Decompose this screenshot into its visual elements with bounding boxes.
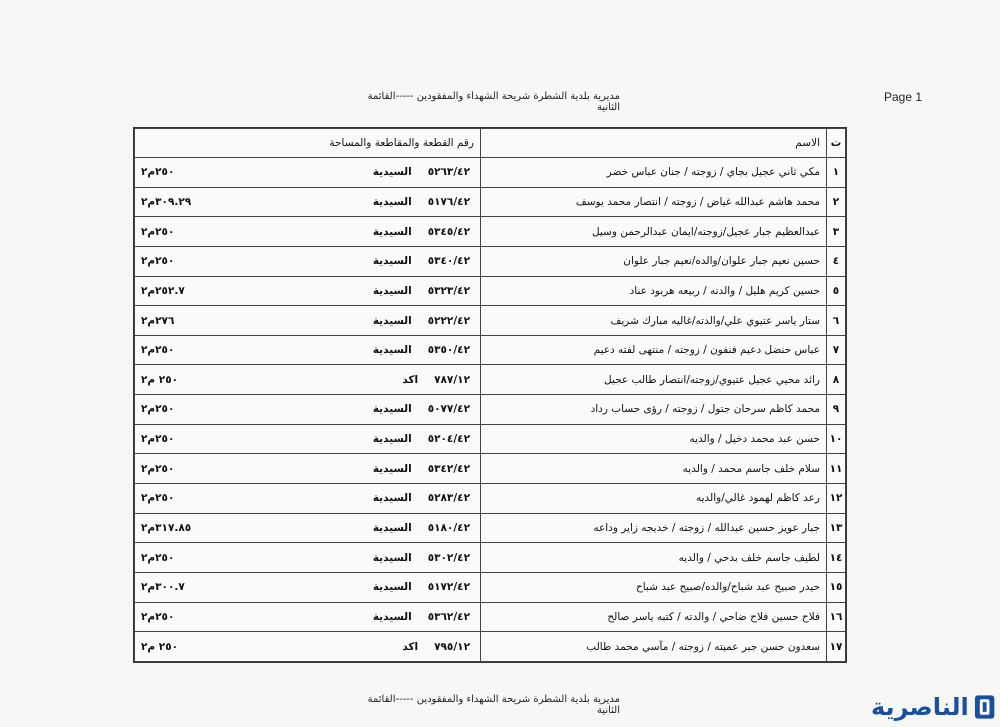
plot-location: السيدية xyxy=(372,166,412,179)
row-number: ٤ xyxy=(827,246,846,276)
plot-code: ٥٣٤٠/٤٢ xyxy=(427,255,470,268)
row-number: ١٤ xyxy=(827,543,846,573)
nasiriyah-logo xyxy=(871,691,996,723)
plot-code: ٥٠٧٧/٤٢ xyxy=(427,403,470,416)
plot-location: السيدية xyxy=(372,462,412,475)
table-row xyxy=(135,246,846,276)
table-row xyxy=(135,276,846,306)
row-name: عباس حنضل دعيم فنفون / زوجته / منتهى لفته دعيم xyxy=(481,335,827,365)
row-plot xyxy=(135,454,481,484)
logo-mark-icon xyxy=(973,693,996,721)
table-row xyxy=(135,306,846,336)
row-plot xyxy=(135,158,481,188)
plot-code: ٥٣٤٢/٤٢ xyxy=(427,462,470,475)
row-name: فلاح حسين فلاح ضاحي / والدته / كتبه ياسر صالح xyxy=(481,602,827,632)
table-row xyxy=(135,187,846,217)
table-header-row xyxy=(135,129,846,158)
row-plot xyxy=(135,306,481,336)
table-row xyxy=(135,572,846,602)
row-name: حسين نعيم جبار علوان/والده/نعيم جبار علوان xyxy=(481,246,827,276)
row-plot xyxy=(135,484,481,514)
row-plot xyxy=(135,365,481,395)
plot-area: ٢٥٠م٢ xyxy=(141,225,175,238)
row-number: ٣ xyxy=(827,217,846,247)
plot-area: ٢٥٠ م٢ xyxy=(141,640,179,653)
col-header-plot: رقم القطعة والمقاطعة والمساحة xyxy=(135,129,481,158)
row-plot xyxy=(135,572,481,602)
plot-location: السيدية xyxy=(372,195,412,208)
row-number: ١٥ xyxy=(827,572,846,602)
table-row xyxy=(135,217,846,247)
plot-location: السيدية xyxy=(372,284,412,297)
plot-area: ٢٥٠م٢ xyxy=(141,551,175,564)
row-plot xyxy=(135,395,481,425)
row-number: ١٠ xyxy=(827,424,846,454)
plot-code: ٧٩٥/١٢ xyxy=(434,640,470,653)
plot-area: ٢٥٢.٧م٢ xyxy=(141,284,185,297)
plot-location: السيدية xyxy=(372,610,412,623)
plot-area: ٢٥٠م٢ xyxy=(141,433,175,446)
plot-code: ٥٣٠٢/٤٢ xyxy=(427,551,470,564)
page-footer: مديرية بلدية الشطرة شريحة الشهداء والمفقودين -----القائمة الثانية xyxy=(367,694,620,716)
row-number: ٢ xyxy=(827,187,846,217)
plot-location: السيدية xyxy=(372,403,412,416)
row-number: ١٢ xyxy=(827,484,846,514)
table-row xyxy=(135,454,846,484)
row-name: حيدر صبيح عبد شباح/والده/صبيح عبد شباح xyxy=(481,572,827,602)
logo-text: الناصرية xyxy=(871,693,969,721)
plot-area: ٢٥٠م٢ xyxy=(141,462,175,475)
plot-code: ٥٢٦٣/٤٢ xyxy=(427,166,470,179)
plot-location: السيدية xyxy=(372,314,412,327)
table-row xyxy=(135,632,846,662)
plot-code: ٥٣٥٠/٤٢ xyxy=(427,344,470,357)
row-name: حسين كريم هليل / والدته / ربيعه هربود عناد xyxy=(481,276,827,306)
table-row xyxy=(135,335,846,365)
plot-location: اكد xyxy=(402,373,419,386)
plot-location: السيدية xyxy=(372,551,412,564)
row-name: سعدون حسن جبر عميته / زوجته / مآسي محمد طالب xyxy=(481,632,827,662)
plot-location: السيدية xyxy=(372,581,412,594)
plot-code: ٥١٨٠/٤٢ xyxy=(427,522,470,534)
plot-code: ٥١٧٢/٤٢ xyxy=(427,581,470,594)
plot-location: السيدية xyxy=(372,492,412,505)
plot-location: السيدية xyxy=(372,433,412,446)
row-name: جبار عويز حسين عبدالله / زوجته / خديجه زاير وداعه xyxy=(481,513,827,543)
row-name: مكي ثاني عجيل بجاي / زوجته / جنان عباس خضر xyxy=(481,158,827,188)
plot-code: ٥٣٤٥/٤٢ xyxy=(427,225,470,238)
plot-area: ٢٥٠م٢ xyxy=(141,403,175,416)
plot-area: ٢٥٠م٢ xyxy=(141,255,175,268)
col-header-name: الاسم xyxy=(481,129,827,158)
plot-area: ٢٥٠م٢ xyxy=(141,344,175,357)
table-row xyxy=(135,513,846,543)
plot-location: السيدية xyxy=(372,225,412,238)
row-plot xyxy=(135,217,481,247)
col-header-number: ت xyxy=(827,129,846,158)
table-row xyxy=(135,543,846,573)
row-plot xyxy=(135,424,481,454)
plot-location: اكد xyxy=(402,640,419,653)
page-number: Page 1 xyxy=(884,90,923,104)
table-row xyxy=(135,395,846,425)
plot-location: السيدية xyxy=(372,522,412,534)
row-plot xyxy=(135,602,481,632)
row-number: ٩ xyxy=(827,395,846,425)
row-number: ١٧ xyxy=(827,632,846,662)
plot-code: ٥٣٢٣/٤٢ xyxy=(427,284,470,297)
row-number: ٧ xyxy=(827,335,846,365)
row-name: عبدالعظيم جبار عجيل/زوجته/ايمان عبدالرحمن وسيل xyxy=(481,217,827,247)
row-name: محمد كاظم سرحان جتول / زوجته / رؤى حساب رداد xyxy=(481,395,827,425)
plot-code: ٥١٧٦/٤٢ xyxy=(427,195,470,208)
row-number: ٨ xyxy=(827,365,846,395)
row-number: ٦ xyxy=(827,306,846,336)
row-plot xyxy=(135,187,481,217)
plot-code: ٥٢٨٣/٤٢ xyxy=(427,492,470,505)
plot-area: ٢٥٠م٢ xyxy=(141,610,175,623)
plot-area: ٣٠٠.٧م٢ xyxy=(141,581,185,594)
row-name: ستار ياسر عتيوي علي/والدته/غاليه مبارك شريف xyxy=(481,306,827,336)
row-plot xyxy=(135,276,481,306)
row-name: حسن عبد محمد دخيل / والديه xyxy=(481,424,827,454)
row-name: لطيف جاسم خلف بدحي / والديه xyxy=(481,543,827,573)
plots-table xyxy=(133,127,847,663)
row-number: ١ xyxy=(827,158,846,188)
row-plot xyxy=(135,543,481,573)
plot-area: ٢٥٠م٢ xyxy=(141,166,175,179)
plot-location: السيدية xyxy=(372,344,412,357)
plot-code: ٧٨٧/١٢ xyxy=(434,373,470,386)
row-number: ١٦ xyxy=(827,602,846,632)
plot-area: ٢٥٠ م٢ xyxy=(141,373,179,386)
plot-code: ٥٢٠٤/٤٢ xyxy=(427,433,470,446)
table-row xyxy=(135,602,846,632)
row-name: سلام خلف جاسم محمد / والديه xyxy=(481,454,827,484)
table-row xyxy=(135,158,846,188)
row-number: ٥ xyxy=(827,276,846,306)
row-plot xyxy=(135,513,481,543)
row-name: رعد كاظم لهمود غالي/والديه xyxy=(481,484,827,514)
row-plot xyxy=(135,246,481,276)
row-plot xyxy=(135,632,481,662)
plot-location: السيدية xyxy=(372,255,412,268)
plot-area: ٣٠٩.٢٩م٢ xyxy=(141,195,192,208)
plot-area: ٢٥٠م٢ xyxy=(141,492,175,505)
plot-code: ٥٣٦٢/٤٢ xyxy=(427,610,470,623)
row-name: محمد هاشم عبدالله غياض / زوجته / انتصار محمد يوسف xyxy=(481,187,827,217)
plot-area: ٣١٧.٨٥م٢ xyxy=(141,522,192,534)
plot-area: ٢٧٦م٢ xyxy=(141,314,175,327)
table-row xyxy=(135,365,846,395)
row-name: رائد محيي عجيل عتيوي/زوجته/انتصار طالب عجيل xyxy=(481,365,827,395)
plot-code: ٥٢٢٢/٤٢ xyxy=(427,314,470,327)
table-row xyxy=(135,484,846,514)
table-row xyxy=(135,424,846,454)
page-header: مديرية بلدية الشطرة شريحة الشهداء والمفقودين -----القائمة الثانية xyxy=(367,91,620,113)
row-number: ١١ xyxy=(827,454,846,484)
row-plot xyxy=(135,335,481,365)
row-number: ١٣ xyxy=(827,513,846,543)
